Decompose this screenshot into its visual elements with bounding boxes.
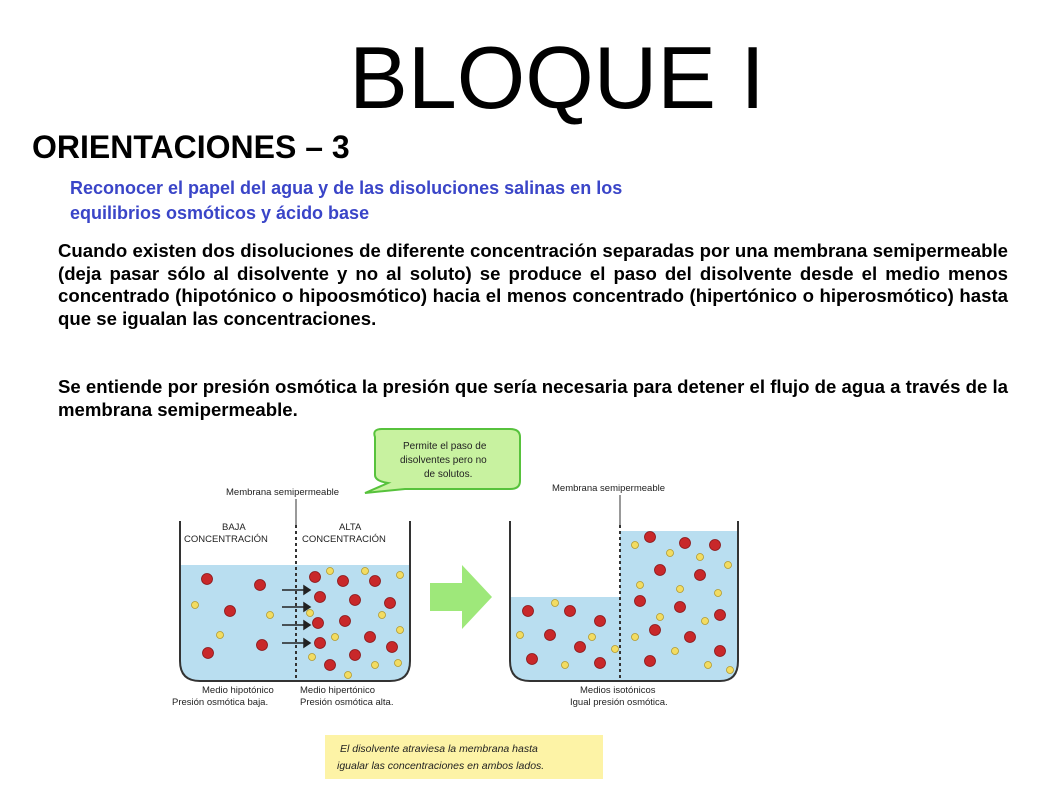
solute-particle-small	[697, 554, 704, 561]
solute-particle-small	[677, 586, 684, 593]
note-box	[325, 735, 603, 779]
solute-particle-small	[395, 660, 402, 667]
water-final	[510, 531, 738, 681]
callout-bubble	[365, 429, 520, 493]
solute-particle-large	[595, 616, 606, 627]
solute-particle-large	[680, 538, 691, 549]
solute-particle-large	[315, 638, 326, 649]
callout-line-3: de solutos.	[424, 469, 473, 480]
paragraph-osmotic-pressure: Se entiende por presión osmótica la presión que sería necesaria para detener el flujo de agua a través de la membrana semipermeable.	[58, 376, 1008, 420]
solute-particle-small	[632, 542, 639, 549]
note-line-1: El disolvente atraviesa la membrana hasta	[340, 743, 538, 755]
paragraph-osmosis: Cuando existen dos disoluciones de diferente concentración separadas por una membrana semipermeable (deja pasar sólo al disolvente y no al soluto) se produce el paso del disolvente desde el medio menos concentrado (hipotónico o hipoosmótico) hacia el menos concentrado (hipertónico o hiperosmótico) hasta que se igualan las concentraciones.	[58, 240, 1008, 329]
solute-particle-large	[675, 602, 686, 613]
solute-particle-large	[595, 658, 606, 669]
solute-particle-small	[267, 612, 274, 619]
solute-particle-large	[695, 570, 706, 581]
solute-particle-small	[309, 654, 316, 661]
low-conc-line-2: CONCENTRACIÓN	[184, 534, 268, 545]
solute-particle-small	[725, 562, 732, 569]
membrane-label-left: Membrana semipermeable	[226, 487, 339, 498]
slide-title: BLOQUE I	[349, 28, 765, 127]
transition-arrow	[430, 565, 492, 629]
solute-particle-large	[203, 648, 214, 659]
objective-line-2: equilibrios osmóticos y ácido base	[70, 203, 370, 223]
solute-particle-small	[307, 610, 314, 617]
solute-particle-small	[552, 600, 559, 607]
solute-particle-small	[379, 612, 386, 619]
solute-particle-small	[727, 667, 734, 674]
solute-particle-small	[702, 618, 709, 625]
solute-particle-large	[575, 642, 586, 653]
slide-subtitle: ORIENTACIONES – 3	[32, 129, 350, 165]
caption-hyper-line-2: Presión osmótica alta.	[300, 697, 394, 708]
solute-particle-small	[637, 582, 644, 589]
solute-particle-large	[365, 632, 376, 643]
solute-particle-small	[372, 662, 379, 669]
solute-particle-small	[332, 634, 339, 641]
solute-particle-large	[313, 618, 324, 629]
solute-particle-large	[202, 574, 213, 585]
objective-line-1: Reconocer el papel del agua y de las disoluciones salinas en los	[70, 178, 623, 198]
solute-particle-large	[715, 646, 726, 657]
solute-particle-large	[655, 565, 666, 576]
solute-particle-large	[645, 656, 656, 667]
solute-particle-small	[345, 672, 352, 679]
solute-particle-large	[387, 642, 398, 653]
solute-particle-large	[350, 650, 361, 661]
high-conc-line-2: CONCENTRACIÓN	[302, 534, 386, 545]
solute-particle-small	[632, 634, 639, 641]
low-conc-line-1: BAJA	[222, 522, 246, 533]
solute-particle-small	[612, 646, 619, 653]
solute-particle-small	[217, 632, 224, 639]
solute-particle-large	[650, 625, 661, 636]
solute-particle-large	[685, 632, 696, 643]
caption-hypo-line-1: Medio hipotónico	[202, 685, 274, 696]
caption-iso-line-2: Igual presión osmótica.	[570, 697, 668, 708]
solute-particle-small	[562, 662, 569, 669]
caption-iso-line-1: Medios isotónicos	[580, 685, 656, 696]
solute-particle-large	[338, 576, 349, 587]
solute-particle-large	[325, 660, 336, 671]
solute-particle-small	[657, 614, 664, 621]
solute-particle-small	[397, 627, 404, 634]
solute-particle-small	[715, 590, 722, 597]
solute-particle-large	[385, 598, 396, 609]
objective-text	[70, 176, 830, 226]
callout-line-1: Permite el paso de	[403, 441, 487, 452]
solute-particle-small	[327, 568, 334, 575]
solute-particle-small	[362, 568, 369, 575]
solute-particle-large	[310, 572, 321, 583]
solute-particle-small	[705, 662, 712, 669]
solute-particle-large	[257, 640, 268, 651]
solute-particle-large	[225, 606, 236, 617]
solute-particle-large	[370, 576, 381, 587]
beaker-initial	[180, 521, 410, 681]
osmosis-figure	[160, 425, 760, 785]
note-line-2: igualar las concentraciones en ambos lados.	[337, 760, 545, 772]
solute-particle-large	[255, 580, 266, 591]
solute-particle-large	[340, 616, 351, 627]
high-conc-line-1: ALTA	[339, 522, 362, 533]
caption-hypo-line-2: Presión osmótica baja.	[172, 697, 269, 708]
solute-particle-large	[315, 592, 326, 603]
solute-particle-large	[527, 654, 538, 665]
caption-hyper-line-1: Medio hipertónico	[300, 685, 375, 696]
solute-particle-large	[645, 532, 656, 543]
solute-particle-small	[589, 634, 596, 641]
solute-particle-large	[350, 595, 361, 606]
solute-particle-large	[523, 606, 534, 617]
solute-particle-large	[710, 540, 721, 551]
solute-particle-small	[672, 648, 679, 655]
solute-particle-small	[667, 550, 674, 557]
solute-particle-large	[715, 610, 726, 621]
membrane-label-right: Membrana semipermeable	[552, 483, 665, 494]
solute-particle-large	[545, 630, 556, 641]
solute-particle-small	[517, 632, 524, 639]
solute-particle-large	[565, 606, 576, 617]
solute-particle-small	[397, 572, 404, 579]
callout-line-2: disolventes pero no	[400, 455, 487, 466]
solute-particle-large	[635, 596, 646, 607]
solute-particle-small	[192, 602, 199, 609]
beaker-final	[510, 521, 738, 681]
